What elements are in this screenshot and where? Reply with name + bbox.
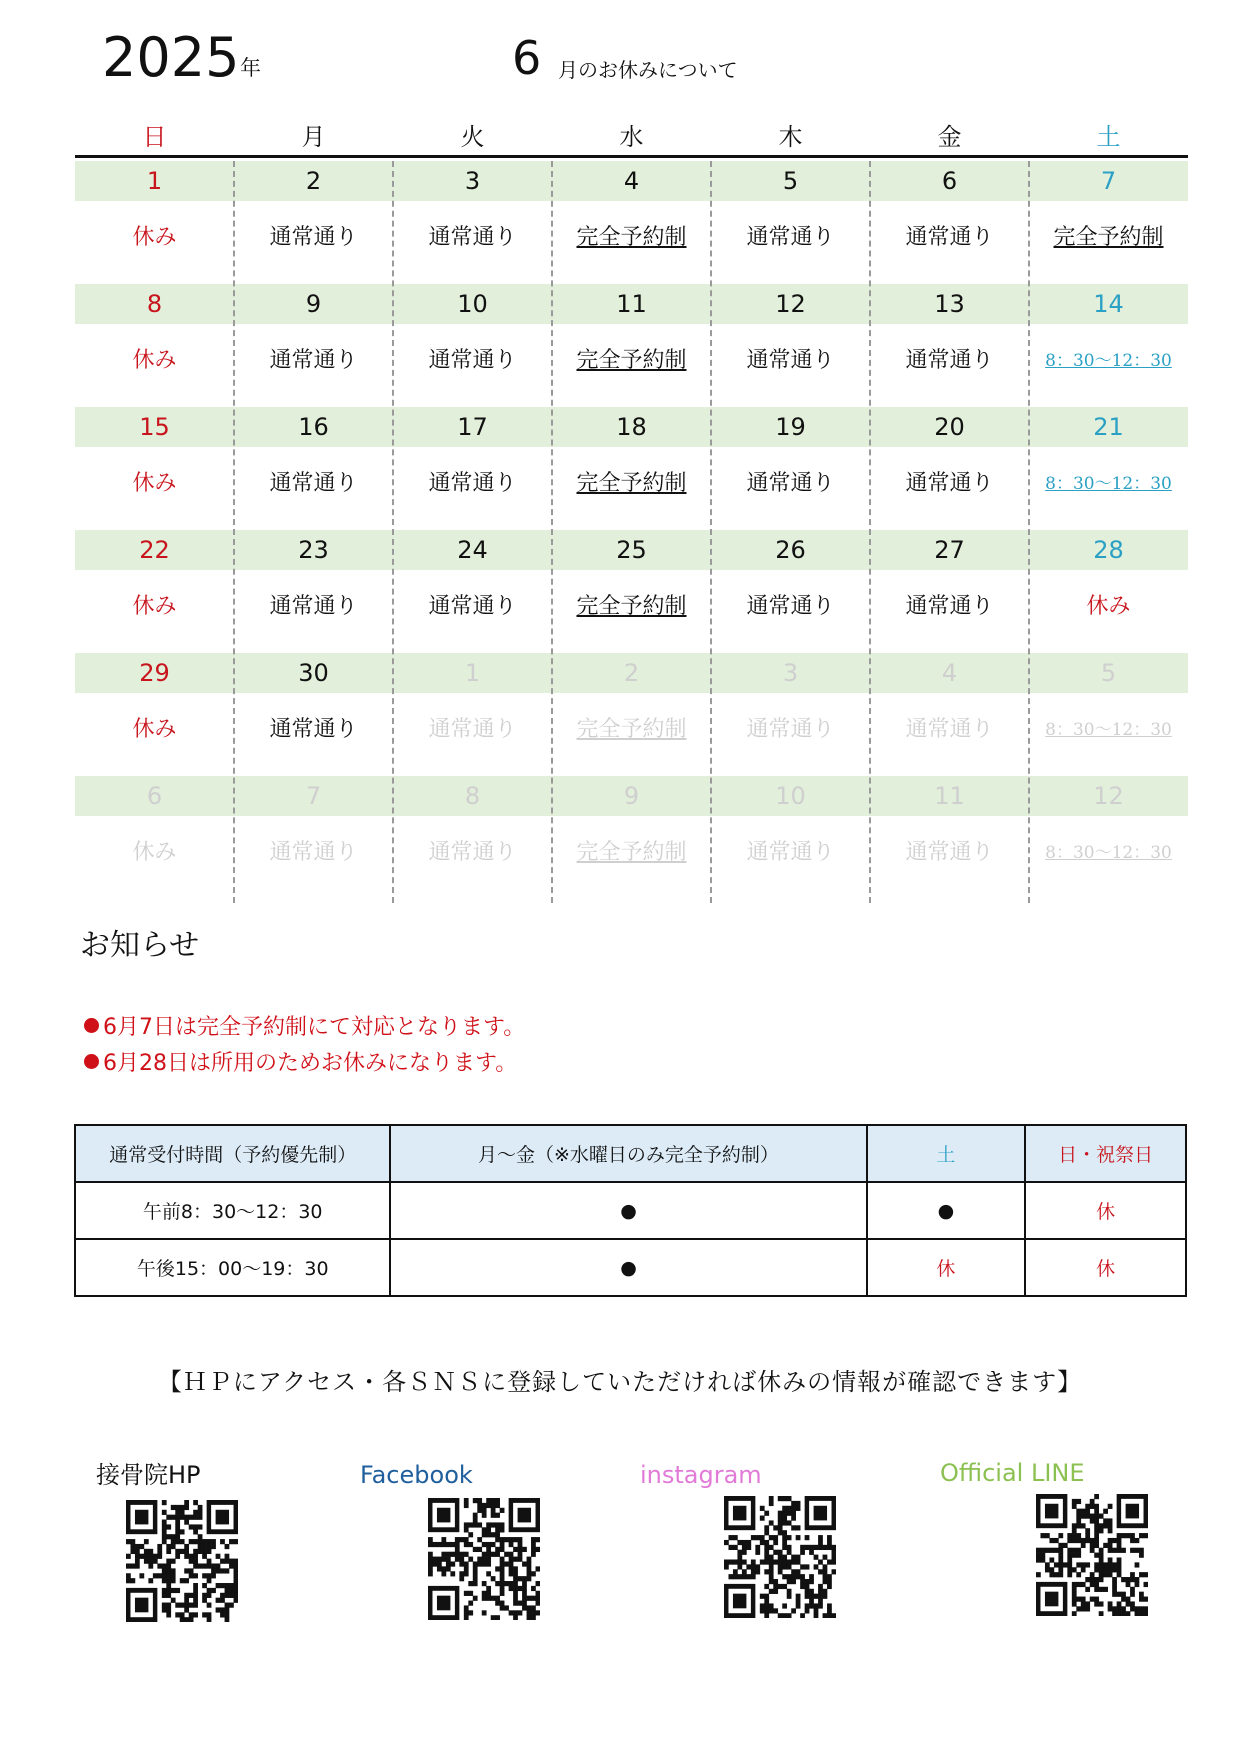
weekday-saturday: 土 bbox=[1096, 123, 1121, 151]
year: 2025 bbox=[102, 26, 240, 89]
column-divider bbox=[392, 161, 394, 903]
calendar-date: 20 bbox=[934, 413, 965, 441]
day-status: 休み bbox=[132, 471, 177, 496]
line-qr-code[interactable] bbox=[1036, 1494, 1148, 1616]
weekday-friday: 金 bbox=[937, 123, 962, 151]
month: 6 bbox=[512, 31, 542, 85]
calendar-date: 21 bbox=[1093, 413, 1124, 441]
day-status: 通常通り bbox=[428, 717, 517, 742]
header-weekdays: 月～金（※水曜日のみ完全予約制） bbox=[390, 1125, 866, 1182]
calendar-date: 28 bbox=[1093, 536, 1124, 564]
calendar-date: 12 bbox=[1093, 782, 1124, 810]
calendar-date: 29 bbox=[139, 659, 170, 687]
day-status: 通常通り bbox=[746, 717, 835, 742]
qr-code-icon bbox=[428, 1498, 540, 1620]
day-status: 通常通り bbox=[905, 225, 994, 250]
day-status: 通常通り bbox=[428, 225, 517, 250]
notice-title: お知らせ bbox=[80, 928, 200, 963]
day-status: 通常通り bbox=[905, 717, 994, 742]
day-status: 通常通り bbox=[428, 594, 517, 619]
calendar-date: 4 bbox=[941, 659, 958, 687]
day-status: 通常通り bbox=[428, 471, 517, 496]
day-status: 完全予約制 bbox=[576, 717, 687, 742]
day-status: 休み bbox=[132, 594, 177, 619]
day-status: 通常通り bbox=[269, 840, 358, 865]
month-title-suffix: 月のお休みについて bbox=[558, 58, 738, 82]
day-status: 休み bbox=[132, 840, 177, 865]
calendar-date: 13 bbox=[934, 290, 965, 318]
sns-line bbox=[940, 1458, 1170, 1488]
day-status: 通常通り bbox=[269, 348, 358, 373]
weekday-sunday: 日 bbox=[142, 123, 167, 151]
calendar-date: 3 bbox=[782, 659, 799, 687]
qr-code-icon bbox=[126, 1500, 238, 1622]
weekday-open-mark: ● bbox=[390, 1182, 866, 1239]
calendar-date: 4 bbox=[623, 167, 640, 195]
saturday-open-mark: ● bbox=[867, 1182, 1026, 1239]
calendar-date: 1 bbox=[464, 659, 481, 687]
header-saturday: 土 bbox=[867, 1125, 1026, 1182]
day-status: 通常通り bbox=[905, 594, 994, 619]
time-range: 午後15：00～19：30 bbox=[75, 1239, 390, 1296]
instagram-qr-code[interactable] bbox=[724, 1496, 836, 1618]
calendar-date: 10 bbox=[457, 290, 488, 318]
time-range: 午前8：30～12：30 bbox=[75, 1182, 390, 1239]
day-status: 通常通り bbox=[746, 471, 835, 496]
notice-item bbox=[84, 1010, 525, 1041]
day-status: 通常通り bbox=[269, 225, 358, 250]
calendar-date: 27 bbox=[934, 536, 965, 564]
calendar-date: 10 bbox=[775, 782, 806, 810]
calendar-date: 5 bbox=[1100, 659, 1117, 687]
hp-qr-code[interactable] bbox=[126, 1500, 238, 1622]
day-status: 8：30～12：30 bbox=[1045, 351, 1172, 371]
day-status: 完全予約制 bbox=[576, 225, 687, 250]
calendar-date: 7 bbox=[305, 782, 322, 810]
line-label: Official LINE bbox=[940, 1459, 1085, 1487]
calendar-date: 8 bbox=[146, 290, 163, 318]
calendar-date: 15 bbox=[139, 413, 170, 441]
calendar-date: 19 bbox=[775, 413, 806, 441]
sns-facebook bbox=[360, 1460, 590, 1490]
day-status: 通常通り bbox=[905, 471, 994, 496]
calendar-date: 12 bbox=[775, 290, 806, 318]
reception-hours-table bbox=[74, 1124, 1187, 1297]
table-header-row bbox=[75, 1125, 1186, 1182]
day-status: 通常通り bbox=[746, 225, 835, 250]
day-status: 完全予約制 bbox=[576, 840, 687, 865]
weekday-tuesday: 火 bbox=[460, 123, 485, 151]
table-row bbox=[75, 1239, 1186, 1296]
sunday-closed-mark: 休 bbox=[1025, 1239, 1186, 1296]
calendar-date: 2 bbox=[623, 659, 640, 687]
qr-code-icon bbox=[724, 1496, 836, 1618]
weekday-open-mark: ● bbox=[390, 1239, 866, 1296]
qr-code-icon bbox=[1036, 1494, 1148, 1616]
calendar-date: 14 bbox=[1093, 290, 1124, 318]
facebook-label: Facebook bbox=[360, 1461, 473, 1489]
calendar-date: 3 bbox=[464, 167, 481, 195]
day-status: 8：30～12：30 bbox=[1045, 720, 1172, 740]
day-status: 完全予約制 bbox=[1053, 225, 1164, 250]
saturday-closed-mark: 休 bbox=[867, 1239, 1026, 1296]
weekday-monday: 月 bbox=[301, 123, 326, 151]
column-divider bbox=[869, 161, 871, 903]
calendar-date: 7 bbox=[1100, 167, 1117, 195]
calendar-date: 1 bbox=[146, 167, 163, 195]
day-status: 通常通り bbox=[428, 840, 517, 865]
day-status: 通常通り bbox=[428, 348, 517, 373]
column-divider bbox=[551, 161, 553, 903]
calendar-date: 23 bbox=[298, 536, 329, 564]
day-status: 休み bbox=[132, 717, 177, 742]
bullet-icon bbox=[84, 1018, 99, 1033]
year-suffix: 年 bbox=[240, 56, 261, 80]
calendar-date: 17 bbox=[457, 413, 488, 441]
day-status: 通常通り bbox=[905, 840, 994, 865]
calendar-date: 6 bbox=[941, 167, 958, 195]
day-status: 通常通り bbox=[746, 840, 835, 865]
instagram-label: instagram bbox=[640, 1461, 762, 1489]
calendar-date: 11 bbox=[616, 290, 647, 318]
day-status: 通常通り bbox=[269, 471, 358, 496]
day-status: 完全予約制 bbox=[576, 348, 687, 373]
day-status: 通常通り bbox=[905, 348, 994, 373]
weekday-thursday: 木 bbox=[778, 123, 803, 151]
calendar-date: 9 bbox=[305, 290, 322, 318]
day-status: 通常通り bbox=[269, 717, 358, 742]
notice-item bbox=[84, 1046, 517, 1077]
calendar-date: 11 bbox=[934, 782, 965, 810]
day-status: 完全予約制 bbox=[576, 594, 687, 619]
day-status: 完全予約制 bbox=[576, 471, 687, 496]
day-status: 8：30～12：30 bbox=[1045, 474, 1172, 494]
column-divider bbox=[233, 161, 235, 903]
calendar-date: 2 bbox=[305, 167, 322, 195]
weekday-header bbox=[75, 118, 1188, 158]
day-status: 休み bbox=[132, 348, 177, 373]
column-divider bbox=[1028, 161, 1030, 903]
hp-label: 接骨院HP bbox=[96, 1461, 201, 1489]
sns-caption: 【ＨＰにアクセス・各ＳＮＳに登録していただければ休みの情報が確認できます】 bbox=[157, 1368, 1083, 1396]
day-status: 通常通り bbox=[269, 594, 358, 619]
notice-text: 6月28日は所用のためお休みになります。 bbox=[103, 1051, 518, 1076]
bullet-icon bbox=[84, 1054, 99, 1069]
weekday-wednesday: 水 bbox=[619, 123, 644, 151]
calendar-date: 24 bbox=[457, 536, 488, 564]
header-reception-time: 通常受付時間（予約優先制） bbox=[75, 1125, 390, 1182]
calendar-date: 26 bbox=[775, 536, 806, 564]
notice-text: 6月7日は完全予約制にて対応となります。 bbox=[103, 1015, 526, 1040]
calendar-date: 16 bbox=[298, 413, 329, 441]
calendar-date: 6 bbox=[146, 782, 163, 810]
calendar-date: 5 bbox=[782, 167, 799, 195]
column-divider bbox=[710, 161, 712, 903]
calendar-date: 25 bbox=[616, 536, 647, 564]
calendar-date: 30 bbox=[298, 659, 329, 687]
sns-instagram bbox=[640, 1460, 870, 1490]
day-status: 通常通り bbox=[746, 348, 835, 373]
table-row bbox=[75, 1182, 1186, 1239]
calendar-date: 18 bbox=[616, 413, 647, 441]
header-sunday-holiday: 日・祝祭日 bbox=[1025, 1125, 1186, 1182]
calendar-date: 8 bbox=[464, 782, 481, 810]
sns-hp bbox=[96, 1460, 326, 1490]
day-status: 通常通り bbox=[746, 594, 835, 619]
day-status: 休み bbox=[132, 225, 177, 250]
facebook-qr-code[interactable] bbox=[428, 1498, 540, 1620]
calendar-date: 22 bbox=[139, 536, 170, 564]
calendar-date: 9 bbox=[623, 782, 640, 810]
sunday-closed-mark: 休 bbox=[1025, 1182, 1186, 1239]
day-status: 休み bbox=[1086, 594, 1131, 619]
holiday-calendar bbox=[75, 118, 1188, 903]
day-status: 8：30～12：30 bbox=[1045, 843, 1172, 863]
